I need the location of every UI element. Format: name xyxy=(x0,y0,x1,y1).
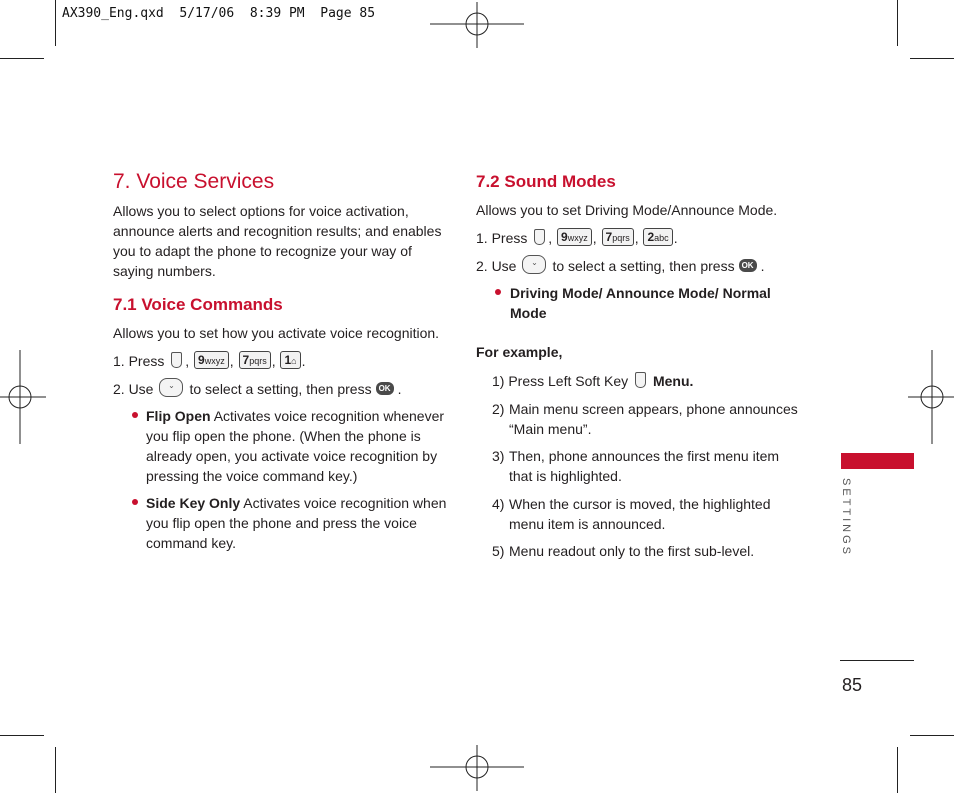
ok-key-icon: OK xyxy=(376,382,394,395)
bullet-dot xyxy=(132,412,138,418)
bullet-dot xyxy=(495,289,501,295)
side-section-label: SETTINGS xyxy=(840,478,852,558)
registration-mark-bottom xyxy=(430,745,524,791)
left-soft-key-icon xyxy=(534,229,545,245)
sound-modes-heading: 7.2 Sound Modes xyxy=(476,172,616,191)
navigation-key-icon: ⌄ xyxy=(159,378,183,397)
key-7-icon: 7pqrs xyxy=(239,351,271,369)
key-1-icon: 1⌂ xyxy=(280,351,300,369)
left-soft-key-icon xyxy=(635,372,646,388)
voice-commands-heading: 7.1 Voice Commands xyxy=(113,295,283,314)
key-2-icon: 2abc xyxy=(643,228,672,246)
page-number-rule xyxy=(840,660,914,661)
example-label: For example, xyxy=(476,344,563,360)
sound-modes-desc: Allows you to set Driving Mode/Announce Mode. xyxy=(476,202,778,218)
bullet-dot xyxy=(132,499,138,505)
voice-commands-step2: 2. Use ⌄ to select a setting, then press OK . xyxy=(113,379,401,400)
voice-commands-desc: Allows you to set how you activate voice recognition. xyxy=(113,325,440,341)
page-number: 85 xyxy=(842,675,863,695)
example-item-5: 5) Menu readout only to the first sub-level. xyxy=(492,543,755,559)
registration-mark-right xyxy=(908,350,954,444)
sound-modes-step2: 2. Use ⌄ to select a setting, then press OK . xyxy=(476,256,764,277)
navigation-key-icon: ⌄ xyxy=(522,255,546,274)
side-key-only-description: Side Key Only Activates voice recognition when you flip open the phone and press the voice command key. xyxy=(146,495,447,551)
example-item-1: 1) Press Left Soft Key Menu. xyxy=(492,373,694,389)
sound-modes-step1: 1. Press , 9wxyz , 7pqrs , 2abc . xyxy=(476,230,678,246)
print-slug: AX390_Eng.qxd 5/17/06 8:39 PM Page 85 xyxy=(62,6,376,21)
section-tab-marker xyxy=(841,453,914,469)
ok-key-icon: OK xyxy=(739,259,757,272)
example-item-4: 4) When the cursor is moved, the highlighted menu item is announced. xyxy=(492,496,771,532)
sound-mode-options: Driving Mode/ Announce Mode/ Normal Mode xyxy=(510,285,771,321)
flip-open-description: Flip Open Activates voice recognition whenever you flip open the phone. (When the phone is already open, you activate voice recognition by pressing the voice command key.) xyxy=(146,408,445,484)
key-9-icon: 9wxyz xyxy=(557,228,592,246)
voice-commands-step1: 1. Press , 9wxyz , 7pqrs , 1⌂ . xyxy=(113,353,306,369)
registration-mark-top xyxy=(430,2,524,48)
section-title: 7. Voice Services xyxy=(113,170,275,193)
example-item-2: 2) Main menu screen appears, phone announces “Main menu”. xyxy=(492,401,798,437)
intro-paragraph: Allows you to select options for voice activation, announce alerts and recognition results; and enables you to adapt the phone to recognize your way of saying numbers. xyxy=(113,203,442,279)
registration-mark-left xyxy=(0,350,46,444)
left-soft-key-icon xyxy=(171,352,182,368)
example-item-3: 3) Then, phone announces the first menu item that is highlighted. xyxy=(492,448,780,484)
key-7-icon: 7pqrs xyxy=(602,228,634,246)
key-9-icon: 9wxyz xyxy=(194,351,229,369)
